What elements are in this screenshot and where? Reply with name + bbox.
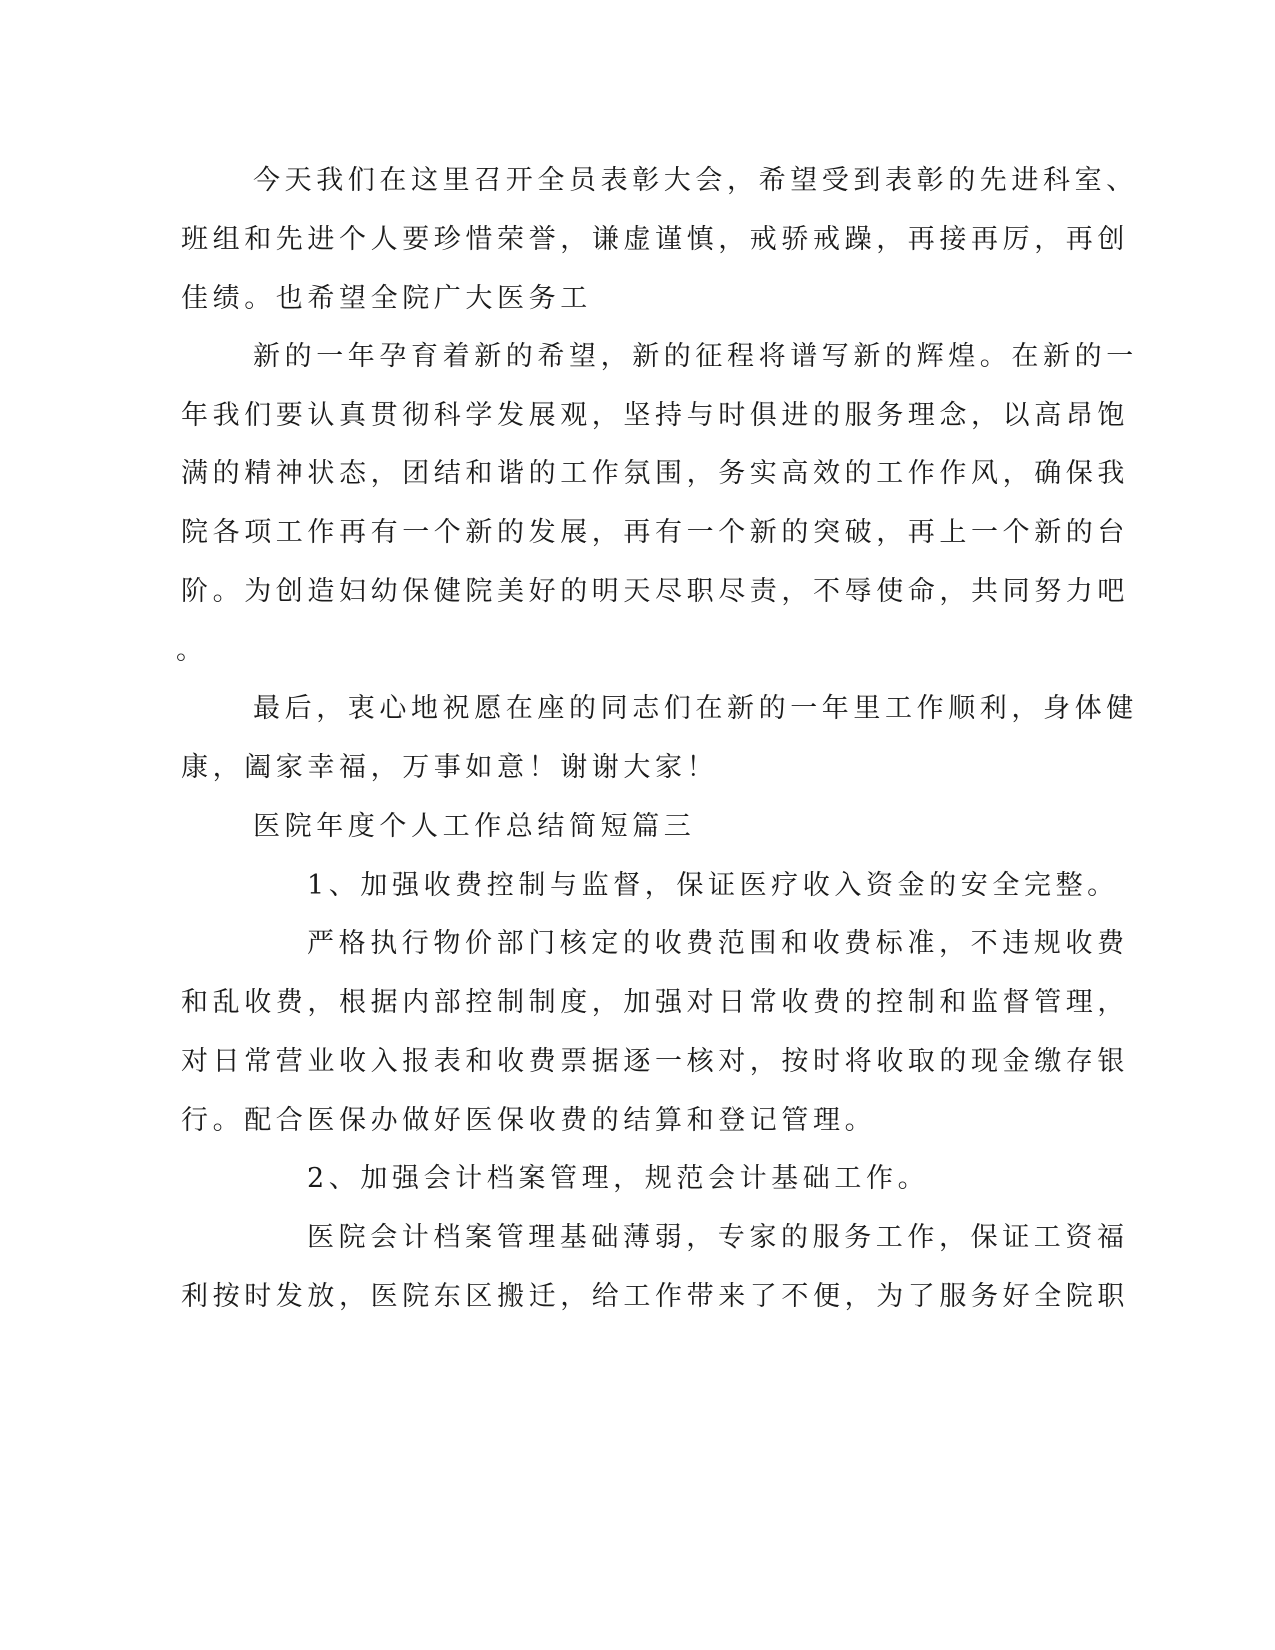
paragraph-4-line-1: 严格执行物价部门核定的收费范围和收费标准，不违规收费 — [307, 928, 1129, 959]
paragraph-3-line-1: 最后，衷心地祝愿在座的同志们在新的一年里工作顺利，身体健 — [253, 693, 1138, 724]
paragraph-2-line-5: 阶。为创造妇幼保健院美好的明天尽职尽责，不辱使命，共同努力吧 — [181, 576, 1129, 607]
paragraph-2-line-3: 满的精神状态，团结和谐的工作氛围，务实高效的工作作风，确保我 — [181, 458, 1129, 489]
paragraph-4-line-4: 行。配合医保办做好医保收费的结算和登记管理。 — [181, 1105, 877, 1136]
item-1-heading: 1、加强收费控制与监督，保证医疗收入资金的安全完整。 — [307, 870, 1119, 901]
paragraph-1-line-3: 佳绩。也希望全院广大医务工 — [181, 283, 592, 314]
paragraph-2-line-1: 新的一年孕育着新的希望，新的征程将谱写新的辉煌。在新的一 — [253, 341, 1138, 372]
paragraph-5-line-2: 利按时发放，医院东区搬迁，给工作带来了不便，为了服务好全院职 — [181, 1281, 1129, 1312]
paragraph-5-line-1: 医院会计档案管理基础薄弱，专家的服务工作，保证工资福 — [307, 1222, 1129, 1253]
paragraph-1-line-2: 班组和先进个人要珍惜荣誉，谦虚谨慎，戒骄戒躁，再接再厉，再创 — [181, 224, 1129, 255]
paragraph-2-line-2: 年我们要认真贯彻科学发展观，坚持与时俱进的服务理念，以高昂饱 — [181, 400, 1129, 431]
paragraph-2-line-6: 。 — [176, 635, 208, 666]
paragraph-1-line-1: 今天我们在这里召开全员表彰大会，希望受到表彰的先进科室、 — [253, 165, 1138, 196]
paragraph-3-line-2: 康，阖家幸福，万事如意！谢谢大家！ — [181, 752, 719, 783]
paragraph-4-line-2: 和乱收费，根据内部控制制度，加强对日常收费的控制和监督管理， — [181, 987, 1129, 1018]
section-heading: 医院年度个人工作总结简短篇三 — [253, 811, 696, 842]
paragraph-2-line-4: 院各项工作再有一个新的发展，再有一个新的突破，再上一个新的台 — [181, 517, 1129, 548]
paragraph-4-line-3: 对日常营业收入报表和收费票据逐一核对，按时将收取的现金缴存银 — [181, 1046, 1129, 1077]
item-2-heading: 2、加强会计档案管理，规范会计基础工作。 — [307, 1163, 930, 1194]
